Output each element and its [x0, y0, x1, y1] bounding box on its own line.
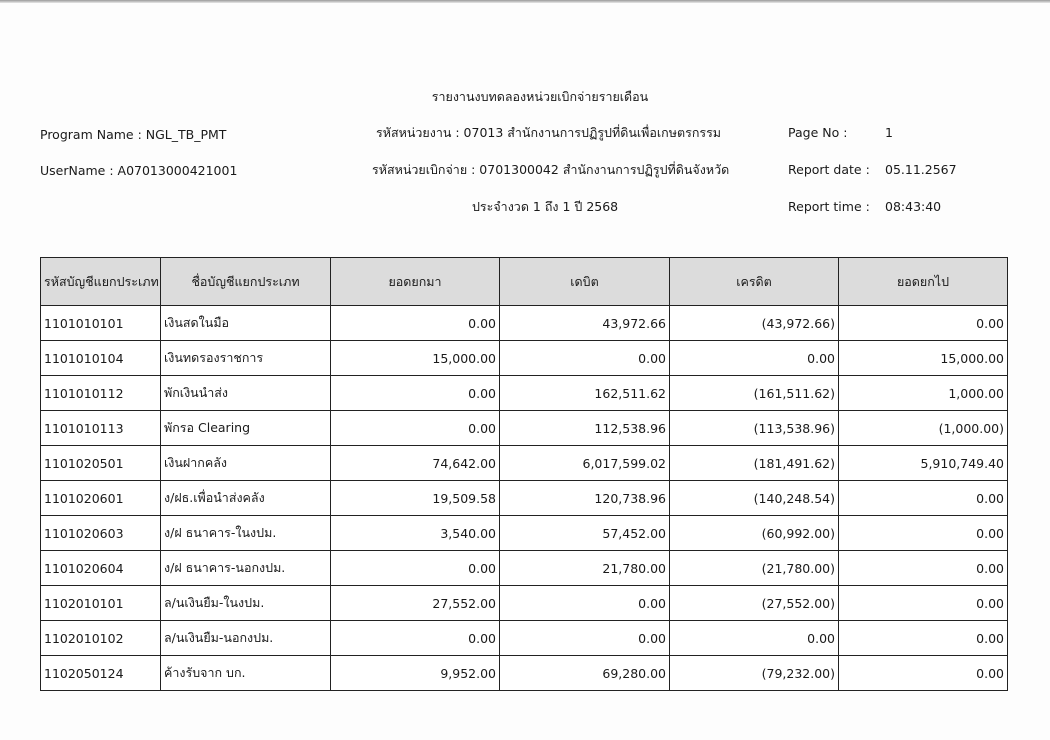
- header-carried-forward: ยอดยกไป: [839, 258, 1008, 306]
- brought-forward: 74,642.00: [331, 446, 500, 481]
- report-title: รายงานงบทดลองหน่วยเบิกจ่ายรายเดือน: [431, 89, 649, 104]
- table-row: [41, 481, 1008, 516]
- report-date-label: Report date :: [788, 162, 870, 177]
- account-code: 1101020601: [41, 481, 161, 516]
- account-code: 1101010112: [41, 376, 161, 411]
- debit: 162,511.62: [500, 376, 670, 411]
- brought-forward: 15,000.00: [331, 341, 500, 376]
- report-date-value: 05.11.2567: [885, 162, 957, 177]
- carried-forward: 0.00: [839, 621, 1008, 656]
- account-code: 1101020501: [41, 446, 161, 481]
- disbursing-unit-code: รหัสหน่วยเบิกจ่าย : 0701300042 สำนักงานการปฏิรูปที่ดินจังหวัด: [372, 162, 730, 177]
- credit: (113,538.96): [670, 411, 839, 446]
- credit: 0.00: [670, 621, 839, 656]
- carried-forward: 0.00: [839, 306, 1008, 341]
- brought-forward: 0.00: [331, 411, 500, 446]
- page-no-label: Page No :: [788, 125, 848, 140]
- account-name: พักรอ Clearing: [161, 411, 331, 446]
- debit: 0.00: [500, 341, 670, 376]
- credit: (43,972.66): [670, 306, 839, 341]
- debit: 0.00: [500, 586, 670, 621]
- debit: 21,780.00: [500, 551, 670, 586]
- account-name: ล/นเงินยืม-นอกงปม.: [161, 621, 331, 656]
- debit: 6,017,599.02: [500, 446, 670, 481]
- table-row: [41, 341, 1008, 376]
- brought-forward: 0.00: [331, 376, 500, 411]
- account-name: ง/ฝ ธนาคาร-นอกงปม.: [161, 551, 331, 586]
- brought-forward: 0.00: [331, 306, 500, 341]
- account-name: เงินฝากคลัง: [161, 446, 331, 481]
- debit: 120,738.96: [500, 481, 670, 516]
- report-period: ประจำงวด 1 ถึง 1 ปี 2568: [472, 199, 619, 214]
- carried-forward: 0.00: [839, 586, 1008, 621]
- table-row: [41, 516, 1008, 551]
- header-credit: เครดิต: [670, 258, 839, 306]
- credit: (27,552.00): [670, 586, 839, 621]
- account-name: ง/ฝ ธนาคาร-ในงปม.: [161, 516, 331, 551]
- debit: 112,538.96: [500, 411, 670, 446]
- header-debit: เดบิต: [500, 258, 670, 306]
- account-code: 1101010104: [41, 341, 161, 376]
- table-row: [41, 621, 1008, 656]
- report-time-value: 08:43:40: [885, 199, 942, 214]
- table-row: [41, 656, 1008, 691]
- header-account-name: ชื่อบัญชีแยกประเภท: [161, 258, 331, 306]
- credit: (79,232.00): [670, 656, 839, 691]
- brought-forward: 27,552.00: [331, 586, 500, 621]
- page-no-value: 1: [885, 125, 893, 140]
- user-name: UserName : A07013000421001: [40, 163, 238, 178]
- carried-forward: (1,000.00): [839, 411, 1008, 446]
- account-name: ง/ฝธ.เพื่อนำส่งคลัง: [161, 481, 331, 516]
- credit: 0.00: [670, 341, 839, 376]
- credit: (181,491.62): [670, 446, 839, 481]
- table-row: [41, 586, 1008, 621]
- table-row: [41, 411, 1008, 446]
- agency-code: รหัสหน่วยงาน : 07013 สำนักงานการปฏิรูปที่ดินเพื่อเกษตรกรรม: [376, 125, 722, 140]
- table-header-row: [41, 258, 1008, 306]
- program-name: Program Name : NGL_TB_PMT: [40, 127, 227, 142]
- account-code: 1101010113: [41, 411, 161, 446]
- brought-forward: 3,540.00: [331, 516, 500, 551]
- account-code: 1102010101: [41, 586, 161, 621]
- header-brought-forward: ยอดยกมา: [331, 258, 500, 306]
- debit: 69,280.00: [500, 656, 670, 691]
- brought-forward: 9,952.00: [331, 656, 500, 691]
- table-row: [41, 376, 1008, 411]
- account-code: 1101020603: [41, 516, 161, 551]
- account-name: เงินทดรองราชการ: [161, 341, 331, 376]
- debit: 0.00: [500, 621, 670, 656]
- account-code: 1102010102: [41, 621, 161, 656]
- account-code: 1101010101: [41, 306, 161, 341]
- table-row: [41, 446, 1008, 481]
- account-name: พักเงินนำส่ง: [161, 376, 331, 411]
- debit: 43,972.66: [500, 306, 670, 341]
- carried-forward: 15,000.00: [839, 341, 1008, 376]
- account-name: ค้างรับจาก บก.: [161, 656, 331, 691]
- carried-forward: 0.00: [839, 656, 1008, 691]
- brought-forward: 0.00: [331, 621, 500, 656]
- header-account-code: รหัสบัญชีแยกประเภท: [41, 258, 161, 306]
- carried-forward: 0.00: [839, 481, 1008, 516]
- table-row: [41, 551, 1008, 586]
- account-name: เงินสดในมือ: [161, 306, 331, 341]
- debit: 57,452.00: [500, 516, 670, 551]
- account-code: 1101020604: [41, 551, 161, 586]
- carried-forward: 5,910,749.40: [839, 446, 1008, 481]
- carried-forward: 0.00: [839, 551, 1008, 586]
- brought-forward: 0.00: [331, 551, 500, 586]
- brought-forward: 19,509.58: [331, 481, 500, 516]
- carried-forward: 1,000.00: [839, 376, 1008, 411]
- table-row: [41, 306, 1008, 341]
- report-time-label: Report time :: [788, 199, 870, 214]
- trial-balance-table: [40, 257, 1008, 691]
- credit: (60,992.00): [670, 516, 839, 551]
- carried-forward: 0.00: [839, 516, 1008, 551]
- account-code: 1102050124: [41, 656, 161, 691]
- scan-edge: [0, 0, 1050, 3]
- credit: (140,248.54): [670, 481, 839, 516]
- account-name: ล/นเงินยืม-ในงปม.: [161, 586, 331, 621]
- credit: (161,511.62): [670, 376, 839, 411]
- credit: (21,780.00): [670, 551, 839, 586]
